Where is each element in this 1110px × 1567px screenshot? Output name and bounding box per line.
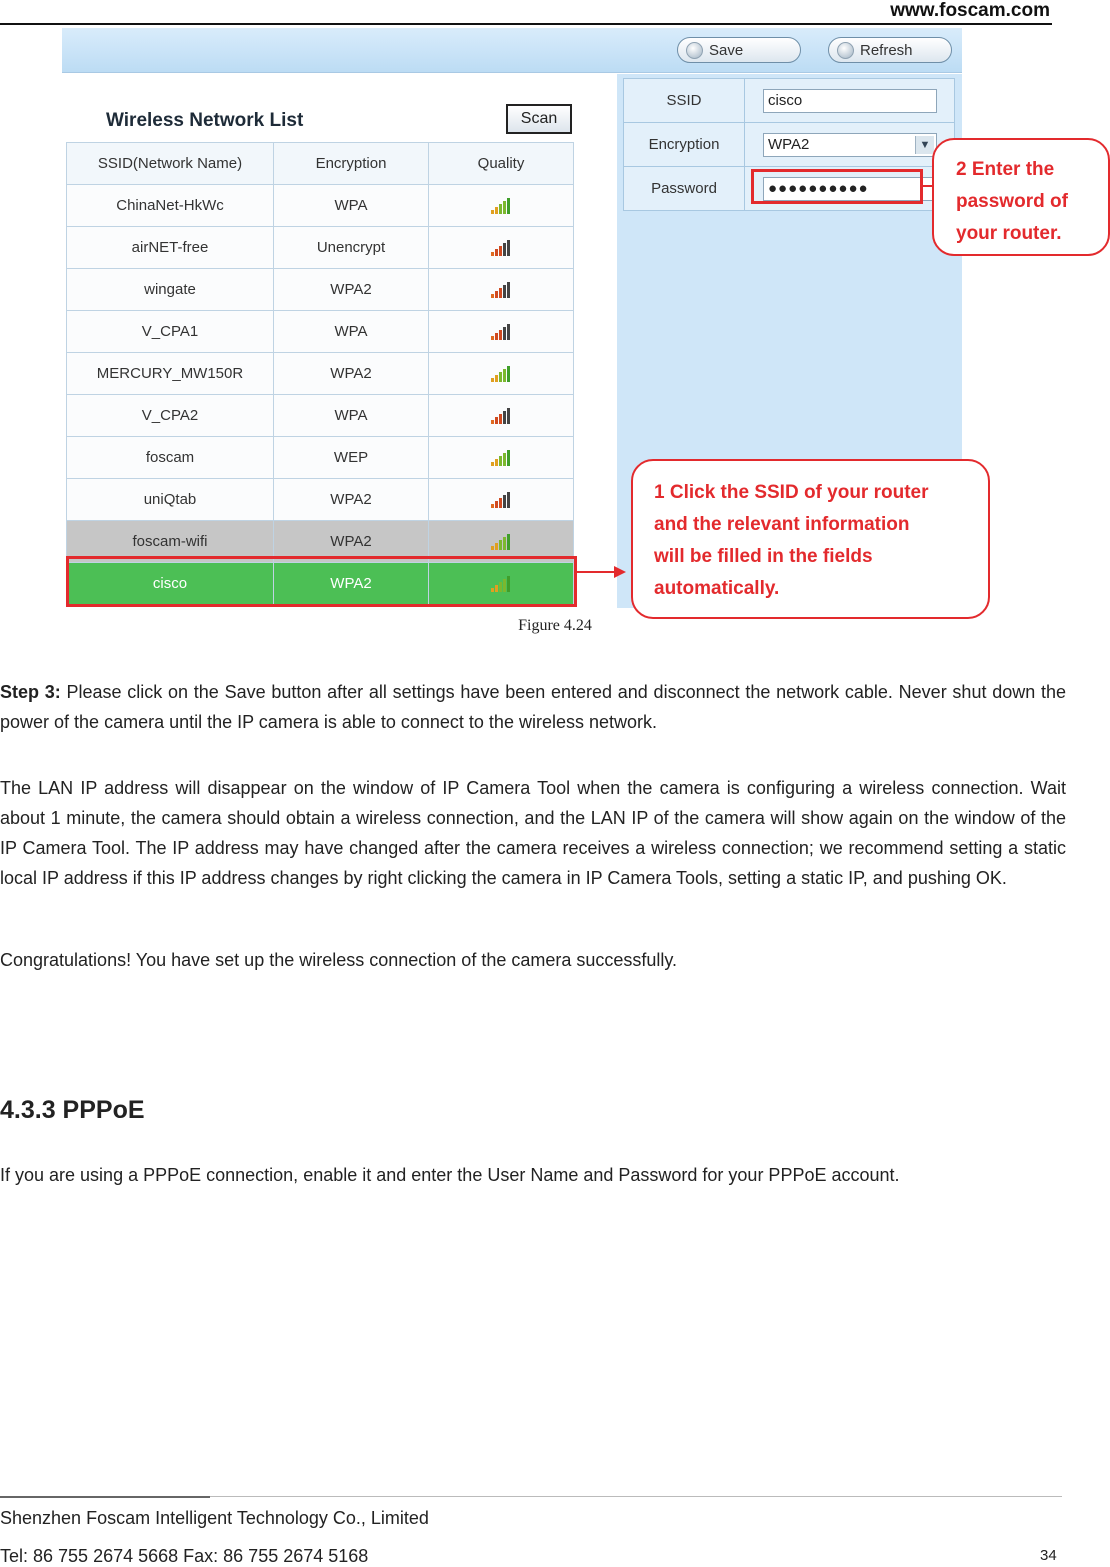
network-encryption: WPA [274, 185, 429, 227]
callout-step1-line: automatically. [654, 578, 780, 599]
signal-bar [503, 411, 506, 424]
page-number: 34 [1040, 1547, 1057, 1564]
password-label: Password [624, 167, 745, 211]
button-orb-icon [686, 42, 703, 59]
signal-bar [491, 294, 494, 298]
ssid-label: SSID [624, 79, 745, 123]
signal-bar [491, 546, 494, 550]
save-button[interactable] [677, 37, 801, 63]
encryption-label: Encryption [624, 123, 745, 167]
signal-bar [503, 495, 506, 508]
table-row[interactable] [67, 311, 574, 353]
password-field-highlight [751, 169, 923, 204]
signal-strength-icon [491, 281, 511, 298]
save-button-label: Save [709, 41, 744, 59]
button-orb-icon [837, 42, 854, 59]
network-encryption: WPA [274, 311, 429, 353]
refresh-button[interactable] [828, 37, 952, 63]
callout-step1-line: and the relevant information [654, 514, 910, 535]
signal-strength-icon [491, 449, 511, 466]
signal-bar [499, 456, 502, 466]
signal-bar [507, 492, 510, 508]
signal-bar [499, 414, 502, 424]
selected-row-highlight [66, 556, 577, 607]
signal-strength-icon [491, 533, 511, 550]
network-encryption: WPA2 [274, 563, 429, 605]
wireless-list-title: Wireless Network List [106, 110, 304, 131]
network-ssid[interactable]: ChinaNet-HkWc [67, 185, 274, 227]
congratulations-paragraph: Congratulations! You have set up the wireless connection of the camera successfully. [0, 950, 678, 970]
ssid-input[interactable]: cisco [763, 89, 937, 113]
encryption-select-value: WPA2 [768, 135, 810, 153]
signal-bar [495, 501, 498, 508]
encryption-select[interactable] [763, 133, 937, 157]
step3-label: Step 3: [0, 682, 61, 702]
network-ssid[interactable]: V_CPA1 [67, 311, 274, 353]
signal-strength-icon [491, 491, 511, 508]
signal-bar [495, 375, 498, 382]
signal-bar [495, 207, 498, 214]
signal-bar [491, 336, 494, 340]
table-row[interactable] [67, 437, 574, 479]
signal-bar [491, 462, 494, 466]
signal-bar [499, 498, 502, 508]
signal-strength-icon [491, 323, 511, 340]
encryption-row [624, 123, 955, 167]
signal-strength-icon [491, 197, 511, 214]
signal-bar [495, 543, 498, 550]
signal-bar [503, 201, 506, 214]
signal-bar [499, 330, 502, 340]
signal-bar [507, 534, 510, 550]
network-encryption: Unencrypt [274, 227, 429, 269]
network-encryption: WPA2 [274, 479, 429, 521]
signal-bar [507, 198, 510, 214]
chevron-down-icon[interactable]: ▼ [915, 136, 934, 154]
signal-bar [491, 504, 494, 508]
network-ssid[interactable]: MERCURY_MW150R [67, 353, 274, 395]
signal-bar [491, 210, 494, 214]
ssid-row [624, 79, 955, 123]
callout-step2-line: 2 Enter the [956, 159, 1055, 180]
signal-bar [491, 420, 494, 424]
signal-bar [499, 288, 502, 298]
signal-bar [503, 369, 506, 382]
network-encryption: WPA [274, 395, 429, 437]
network-ssid[interactable]: foscam [67, 437, 274, 479]
network-ssid[interactable]: V_CPA2 [67, 395, 274, 437]
toolbar [62, 28, 962, 73]
callout-step2 [932, 138, 1110, 256]
signal-bar [495, 459, 498, 466]
figure-caption: Figure 4.24 [518, 617, 592, 634]
table-row[interactable] [67, 185, 574, 227]
signal-bar [495, 333, 498, 340]
signal-bar [507, 282, 510, 298]
signal-bar [507, 240, 510, 256]
signal-bar [495, 249, 498, 256]
network-encryption: WPA2 [274, 521, 429, 563]
callout-step1-line: 1 Click the SSID of your router [654, 482, 929, 503]
network-encryption: WPA2 [274, 269, 429, 311]
table-row[interactable] [67, 269, 574, 311]
callout-step2-line: password of [956, 191, 1068, 212]
signal-strength-icon [491, 239, 511, 256]
signal-bar [495, 417, 498, 424]
signal-bar [495, 291, 498, 298]
footer-contact: Tel: 86 755 2674 5668 Fax: 86 755 2674 5168 [0, 1546, 369, 1566]
table-row[interactable] [67, 227, 574, 269]
table-row[interactable] [67, 479, 574, 521]
network-quality [429, 353, 574, 395]
footer-rule-accent [0, 1496, 210, 1498]
callout-step2-line: your router. [956, 223, 1062, 244]
step3-text: Please click on the Save button after all settings have been entered and disconnect the network cable. Never shut down the power of the camera until the IP camera is able to connect to the wireless network. [0, 682, 1066, 732]
pppoe-paragraph: If you are using a PPPoE connection, enable it and enter the User Name and Password for your PPPoE account. [0, 1165, 900, 1185]
table-header-row [67, 143, 574, 185]
scan-button[interactable]: Scan [506, 104, 572, 134]
signal-bar [503, 453, 506, 466]
callout-step1 [631, 459, 990, 619]
network-quality [429, 227, 574, 269]
step3-paragraph [0, 677, 1066, 737]
network-quality [429, 311, 574, 353]
signal-bar [499, 372, 502, 382]
signal-bar [503, 537, 506, 550]
header-rule [0, 23, 1052, 25]
network-quality [429, 185, 574, 227]
signal-bar [507, 366, 510, 382]
column-header-quality: Quality [429, 143, 574, 185]
callout-step1-line: will be filled in the fields [654, 546, 873, 567]
network-encryption: WEP [274, 437, 429, 479]
site-url[interactable]: www.foscam.com [890, 0, 1050, 21]
signal-bar [491, 252, 494, 256]
refresh-button-label: Refresh [860, 41, 913, 59]
network-ssid[interactable]: uniQtab [67, 479, 274, 521]
column-header-ssid: SSID(Network Name) [67, 143, 274, 185]
signal-bar [503, 285, 506, 298]
table-row[interactable] [67, 395, 574, 437]
signal-bar [503, 327, 506, 340]
signal-bar [491, 378, 494, 382]
network-quality [429, 395, 574, 437]
signal-bar [499, 540, 502, 550]
network-quality [429, 479, 574, 521]
lan-ip-paragraph: The LAN IP address will disappear on the window of IP Camera Tool when the camera is configuring a wireless connection. Wait about 1 minute, the camera should obtain a wireless connection, and the LAN IP of the camera will show again on the window of the IP Camera Tool. The IP address may have changed after the camera receives a wireless connection; we recommend setting a static local IP address if this IP address changes by right clicking the camera in IP Camera Tools, setting a static IP, and pushing OK. [0, 778, 1066, 888]
section-heading: 4.3.3 PPPoE [0, 1096, 145, 1124]
network-ssid[interactable]: foscam-wifi [67, 521, 274, 563]
signal-bar [499, 204, 502, 214]
column-header-encryption: Encryption [274, 143, 429, 185]
signal-bar [507, 450, 510, 466]
footer-company: Shenzhen Foscam Intelligent Technology Co., Limited [0, 1508, 429, 1528]
signal-strength-icon [491, 365, 511, 382]
network-quality [429, 269, 574, 311]
password-input[interactable]: ●●●●●●●●●● [763, 177, 937, 201]
table-row[interactable] [67, 353, 574, 395]
network-quality [429, 437, 574, 479]
signal-bar [507, 324, 510, 340]
signal-strength-icon [491, 407, 511, 424]
network-ssid[interactable]: wingate [67, 269, 274, 311]
network-encryption: WPA2 [274, 353, 429, 395]
arrow-right-icon [614, 566, 626, 578]
network-ssid[interactable]: cisco [67, 563, 274, 605]
signal-bar [499, 246, 502, 256]
signal-bar [503, 243, 506, 256]
network-ssid[interactable]: airNET-free [67, 227, 274, 269]
signal-bar [507, 408, 510, 424]
wireless-network-table [66, 142, 574, 605]
